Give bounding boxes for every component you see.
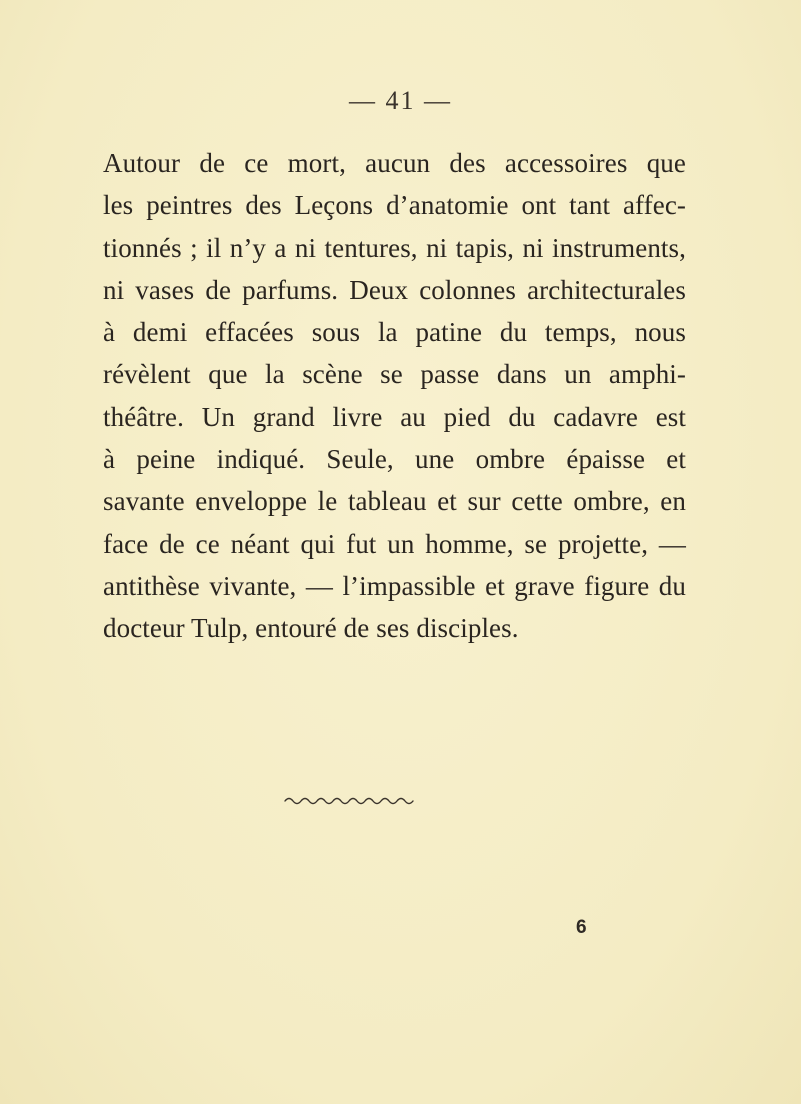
text-line: les peintres des Leçons d’anatomie ont tant affec- (103, 190, 686, 221)
text-line: savante enveloppe le tableau et sur cette ombre, en (103, 486, 686, 517)
text-line: antithèse vivante, — l’impassible et grave figure du (103, 570, 686, 601)
text-line: ni vases de parfums. Deux colonnes architecturales (103, 274, 686, 305)
text-line: révèlent que la scène se passe dans un amphi- (103, 359, 686, 390)
text-line: face de ce néant qui fut un homme, se projette, — (103, 528, 686, 559)
paragraph (103, 142, 686, 650)
wavy-ornament-divider (284, 794, 418, 806)
text-line: théâtre. Un grand livre au pied du cadavre est (103, 401, 686, 432)
text-line: à demi effacées sous la patine du temps, nous (103, 317, 686, 348)
signature-mark: 6 (576, 917, 587, 938)
text-line: Autour de ce mort, aucun des accessoires que (103, 148, 686, 178)
page-number: — 41 — (349, 86, 452, 115)
text-line: à peine indiqué. Seule, une ombre épaisse et (103, 444, 686, 475)
text-line: tionnés ; il n’y a ni tentures, ni tapis, ni instruments, (103, 232, 686, 263)
text-line: docteur Tulp, entouré de ses disciples. (103, 613, 519, 644)
